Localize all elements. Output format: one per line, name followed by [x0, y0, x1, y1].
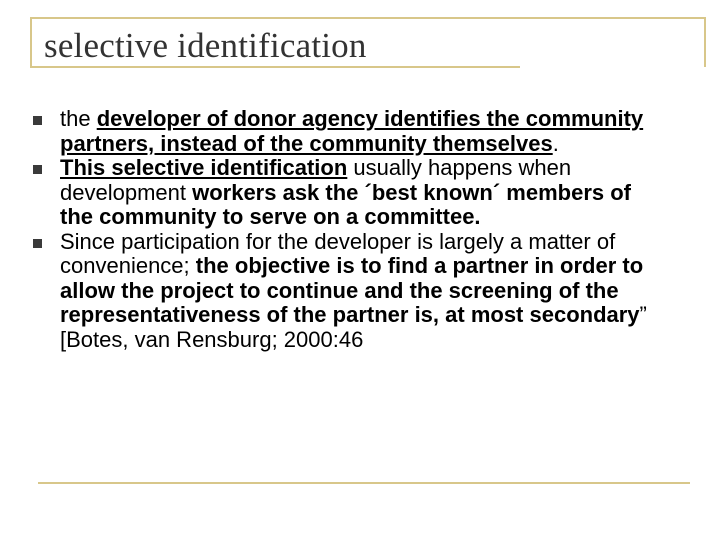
square-bullet-icon	[33, 239, 42, 248]
title-underline-rule	[30, 66, 520, 68]
segment: .	[552, 130, 559, 156]
segment-bold: workers ask the ´best known´ members of the community to serve on a committee.	[60, 179, 631, 229]
segment: the	[60, 106, 97, 131]
square-bullet-icon	[33, 116, 42, 125]
segment: Since participation for the developer is largely a matter of convenience;	[60, 228, 616, 278]
segment-bold: the objective is to find a partner in order to allow the project to continue and the screening of the representativeness of the partner is, at most secondary	[60, 253, 644, 327]
bullet-item-2	[30, 156, 670, 230]
bullet-item-1	[30, 107, 670, 156]
decorative-right-line	[704, 17, 706, 67]
segment: usually happens when development	[60, 155, 572, 205]
segment: ” [Botes, van Rensburg; 2000:46	[60, 302, 647, 352]
decorative-bottom-line	[38, 482, 690, 484]
square-bullet-icon	[33, 165, 42, 174]
segment-bold-underline: developer of donor agency identifies the community partners, instead of the community themselves	[60, 106, 644, 156]
segment-bold-underline: This selective identification	[60, 155, 348, 180]
decorative-top-line	[30, 17, 706, 19]
bullet-item-3	[30, 230, 670, 353]
bullet-list	[30, 107, 670, 352]
slide-title: selective identification	[44, 26, 367, 65]
decorative-left-line	[30, 17, 32, 67]
